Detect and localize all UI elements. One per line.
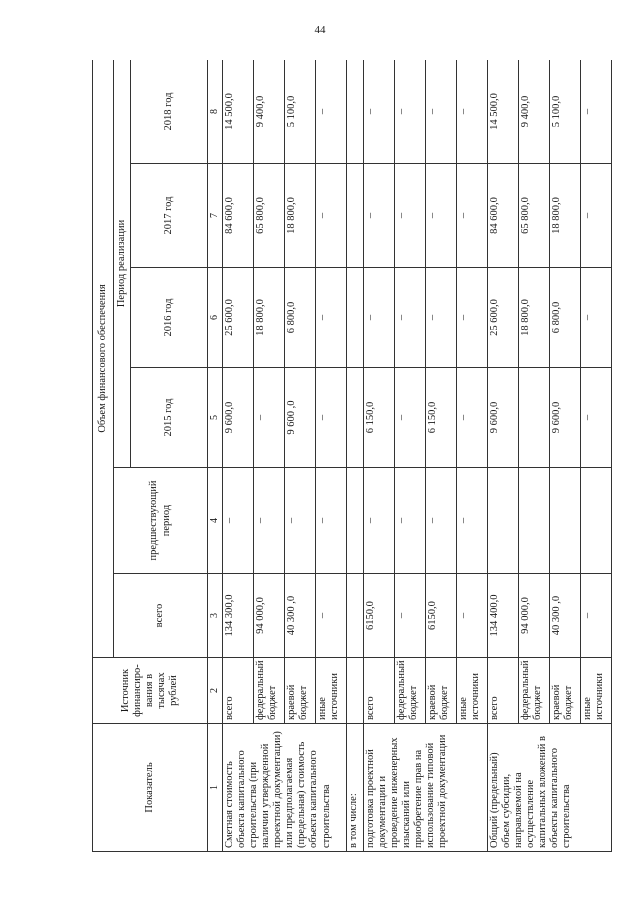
value-cell: 25 600,0 [488,268,519,368]
value-cell: 134 300,0 [223,574,254,658]
source-cell: краевой бюджет [426,658,457,724]
header-previous: предшествующий период [114,468,208,574]
value-cell: – [364,468,395,574]
value-cell: – [581,60,612,164]
value-cell: – [316,268,347,368]
indicator-cell: Общий (предельный) объем субсидии, направляемой на осуществление капитальных вложений в объекты капитального строительства [488,724,612,852]
header-year: 2018 год [131,60,208,164]
source-cell: всего [488,658,519,724]
value-cell: 6 800,0 [285,268,316,368]
value-cell: – [581,368,612,468]
value-cell: – [316,574,347,658]
value-cell: 134 400,0 [488,574,519,658]
value-cell: 9 400,0 [254,60,285,164]
col-number: 7 [208,164,223,268]
value-cell: – [395,268,426,368]
header-year: 2015 год [131,368,208,468]
value-cell: – [395,60,426,164]
col-number: 5 [208,368,223,468]
value-cell [550,468,581,574]
value-cell: 9 400,0 [519,60,550,164]
value-cell: – [316,368,347,468]
value-cell: 18 800,0 [550,164,581,268]
indicator-cell: Сметная стоимость объекта капитального строительства (при наличии утвержденной проектной документации) или предполагаемая (предельная) стоимость объекта капитального строительства [223,724,347,852]
value-cell [488,468,519,574]
value-cell: – [457,60,488,164]
rotated-table-frame [92,60,612,852]
value-cell: – [364,60,395,164]
value-cell: – [426,164,457,268]
value-cell: – [426,468,457,574]
col-number: 3 [208,574,223,658]
value-cell: 6150,0 [426,574,457,658]
value-cell: 6 800,0 [550,268,581,368]
value-cell: – [316,164,347,268]
value-cell: 9 600,0 [488,368,519,468]
financing-table [92,60,612,852]
value-cell: 6150,0 [364,574,395,658]
header-volume: Объем финансового обеспечения [93,60,114,658]
value-cell: – [316,60,347,164]
value-cell: – [364,164,395,268]
value-cell: – [395,164,426,268]
value-cell: 9 600 ,0 [285,368,316,468]
source-cell: всего [364,658,395,724]
header-indicator: Показатель [93,724,208,852]
value-cell: – [254,468,285,574]
value-cell: – [223,468,254,574]
value-cell: – [457,164,488,268]
value-cell: 9 600,0 [550,368,581,468]
value-cell: 65 800,0 [254,164,285,268]
col-number: 6 [208,268,223,368]
value-cell: 9 600,0 [223,368,254,468]
col-number: 2 [208,658,223,724]
source-cell: краевой бюджет [550,658,581,724]
value-cell: – [457,268,488,368]
value-cell: – [457,368,488,468]
value-cell: – [395,468,426,574]
value-cell [519,468,550,574]
value-cell: 6 150,0 [364,368,395,468]
value-cell: 84 600,0 [223,164,254,268]
value-cell: 94 000,0 [519,574,550,658]
value-cell: – [581,164,612,268]
value-cell: – [581,268,612,368]
value-cell: 40 300 ,0 [550,574,581,658]
header-period: Период реализации [114,60,131,468]
value-cell [581,468,612,574]
source-cell: иные источники [581,658,612,724]
value-cell: 18 800,0 [519,268,550,368]
source-cell: краевой бюджет [285,658,316,724]
source-cell: всего [223,658,254,724]
source-cell: федеральный бюджет [519,658,550,724]
header-source: Источник финансиро-вания в тысячах рублей [93,658,208,724]
source-cell: иные источники [316,658,347,724]
rotated-table [92,60,612,852]
value-cell: 6 150,0 [426,368,457,468]
indicator-cell: в том числе: [347,724,364,852]
value-cell: 18 800,0 [254,268,285,368]
value-cell: – [285,468,316,574]
value-cell: – [457,574,488,658]
value-cell: 18 800,0 [285,164,316,268]
value-cell: – [316,468,347,574]
value-cell: – [395,368,426,468]
value-cell: – [581,574,612,658]
value-cell [519,368,550,468]
col-number: 8 [208,60,223,164]
value-cell: – [457,468,488,574]
page-number: 44 [314,24,326,36]
value-cell: 5 100,0 [285,60,316,164]
header-year: 2017 год [131,164,208,268]
value-cell: 65 800,0 [519,164,550,268]
source-cell: федеральный бюджет [395,658,426,724]
header-total: всего [114,574,208,658]
value-cell: – [254,368,285,468]
source-cell: иные источники [457,658,488,724]
value-cell: 14 500,0 [223,60,254,164]
col-number: 4 [208,468,223,574]
value-cell: – [426,268,457,368]
indicator-cell: подготовка проектной документации и проведение инженерных изысканий или приобретение прав на использование типовой проектной документации [364,724,488,852]
value-cell: 40 300 ,0 [285,574,316,658]
value-cell: – [364,268,395,368]
value-cell: 84 600,0 [488,164,519,268]
value-cell: 94 000,0 [254,574,285,658]
value-cell: 14 500,0 [488,60,519,164]
value-cell: 5 100,0 [550,60,581,164]
value-cell: – [426,60,457,164]
header-year: 2016 год [131,268,208,368]
source-cell: федеральный бюджет [254,658,285,724]
value-cell: – [395,574,426,658]
value-cell: 25 600,0 [223,268,254,368]
col-number: 1 [208,724,223,852]
